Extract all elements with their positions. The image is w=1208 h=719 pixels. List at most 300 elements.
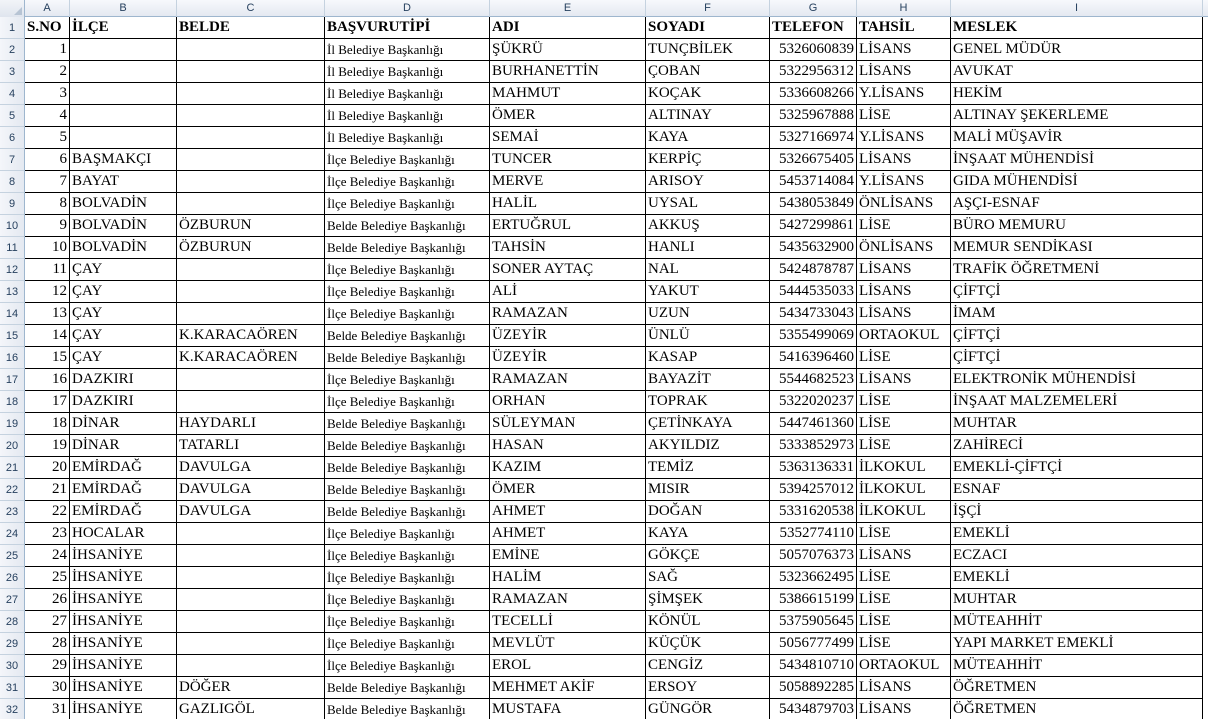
cell-basvurutipi[interactable]: Belde Belediye Başkanlığı: [325, 457, 490, 479]
cell-tahsil[interactable]: İLKOKUL: [857, 501, 951, 523]
cell-adi[interactable]: HALİM: [490, 567, 646, 589]
cell-ilce[interactable]: [70, 39, 177, 61]
row-header[interactable]: 28: [0, 611, 25, 633]
cell-basvurutipi[interactable]: Belde Belediye Başkanlığı: [325, 237, 490, 259]
cell-belde[interactable]: GAZLIGÖL: [177, 699, 325, 719]
cell-telefon[interactable]: 5386615199: [770, 589, 857, 611]
cell-basvurutipi[interactable]: Belde Belediye Başkanlığı: [325, 325, 490, 347]
cell-soyadi[interactable]: ÜNLÜ: [646, 325, 770, 347]
cell-meslek[interactable]: İŞÇİ: [951, 501, 1203, 523]
row-header[interactable]: 11: [0, 237, 25, 259]
cell-sno[interactable]: 20: [25, 457, 70, 479]
cell-ilce[interactable]: ÇAY: [70, 325, 177, 347]
cell-ilce[interactable]: EMİRDAĞ: [70, 457, 177, 479]
cell-belde[interactable]: [177, 171, 325, 193]
cell-ilce[interactable]: İHSANİYE: [70, 699, 177, 719]
cell-telefon[interactable]: 5355499069: [770, 325, 857, 347]
cell-basvurutipi[interactable]: İl Belediye Başkanlığı: [325, 83, 490, 105]
cell-meslek[interactable]: ÖĞRETMEN: [951, 699, 1203, 719]
cell-ilce[interactable]: HOCALAR: [70, 523, 177, 545]
row-header[interactable]: 14: [0, 303, 25, 325]
cell-sno[interactable]: 21: [25, 479, 70, 501]
cell-ilce[interactable]: İHSANİYE: [70, 545, 177, 567]
cell-belde[interactable]: DAVULGA: [177, 457, 325, 479]
cell-tahsil[interactable]: ORTAOKUL: [857, 325, 951, 347]
cell-ilce[interactable]: BOLVADİN: [70, 215, 177, 237]
cell-ilce[interactable]: EMİRDAĞ: [70, 501, 177, 523]
cell-ilce[interactable]: İHSANİYE: [70, 633, 177, 655]
cell-ilce[interactable]: [70, 61, 177, 83]
cell-basvurutipi[interactable]: Belde Belediye Başkanlığı: [325, 347, 490, 369]
row-header[interactable]: 18: [0, 391, 25, 413]
cell-sno[interactable]: 19: [25, 435, 70, 457]
cell-telefon[interactable]: 5434879703: [770, 699, 857, 719]
row-header[interactable]: 23: [0, 501, 25, 523]
cell-tahsil[interactable]: LİSE: [857, 435, 951, 457]
cell-adi[interactable]: ÖMER: [490, 105, 646, 127]
cell-meslek[interactable]: EMEKLİ: [951, 567, 1203, 589]
cell-adi[interactable]: SÜLEYMAN: [490, 413, 646, 435]
row-header[interactable]: 30: [0, 655, 25, 677]
cell-tahsil[interactable]: İLKOKUL: [857, 457, 951, 479]
cell-meslek[interactable]: EMEKLİ-ÇİFTÇİ: [951, 457, 1203, 479]
row-header[interactable]: 25: [0, 545, 25, 567]
row-header[interactable]: 32: [0, 699, 25, 719]
cell-meslek[interactable]: ZAHİRECİ: [951, 435, 1203, 457]
cell-ilce[interactable]: BOLVADİN: [70, 237, 177, 259]
cell-soyadi[interactable]: KASAP: [646, 347, 770, 369]
row-header[interactable]: 16: [0, 347, 25, 369]
cell-telefon[interactable]: 5333852973: [770, 435, 857, 457]
cell-adi[interactable]: ALİ: [490, 281, 646, 303]
cell-basvurutipi[interactable]: İlçe Belediye Başkanlığı: [325, 633, 490, 655]
row-header[interactable]: 13: [0, 281, 25, 303]
cell-adi[interactable]: ŞÜKRÜ: [490, 39, 646, 61]
cell-sno[interactable]: 5: [25, 127, 70, 149]
cell-tahsil[interactable]: LİSANS: [857, 39, 951, 61]
cell-tahsil[interactable]: LİSE: [857, 105, 951, 127]
cell-telefon[interactable]: 5331620538: [770, 501, 857, 523]
cell-basvurutipi[interactable]: Belde Belediye Başkanlığı: [325, 479, 490, 501]
cell-basvurutipi[interactable]: İlçe Belediye Başkanlığı: [325, 303, 490, 325]
cell-adi[interactable]: MEVLÜT: [490, 633, 646, 655]
cell-meslek[interactable]: ECZACI: [951, 545, 1203, 567]
cell-meslek[interactable]: ÖĞRETMEN: [951, 677, 1203, 699]
cell-soyadi[interactable]: AKYILDIZ: [646, 435, 770, 457]
cell-adi[interactable]: MUSTAFA: [490, 699, 646, 719]
cell-telefon[interactable]: 5327166974: [770, 127, 857, 149]
row-header[interactable]: 20: [0, 435, 25, 457]
cell-belde[interactable]: [177, 655, 325, 677]
cell-basvurutipi[interactable]: İlçe Belediye Başkanlığı: [325, 149, 490, 171]
cell-soyadi[interactable]: ÇOBAN: [646, 61, 770, 83]
cell-adi[interactable]: HALİL: [490, 193, 646, 215]
cell-soyadi[interactable]: ERSOY: [646, 677, 770, 699]
column-header-e[interactable]: E: [490, 0, 646, 17]
cell-basvurutipi[interactable]: İlçe Belediye Başkanlığı: [325, 193, 490, 215]
header-cell-basvurutipi[interactable]: BAŞVURUTİPİ: [325, 17, 490, 39]
cell-tahsil[interactable]: ÖNLİSANS: [857, 193, 951, 215]
cell-meslek[interactable]: AVUKAT: [951, 61, 1203, 83]
column-header-c[interactable]: C: [177, 0, 325, 17]
cell-telefon[interactable]: 5447461360: [770, 413, 857, 435]
row-header[interactable]: 6: [0, 127, 25, 149]
row-header[interactable]: 2: [0, 39, 25, 61]
cell-telefon[interactable]: 5435632900: [770, 237, 857, 259]
row-header[interactable]: 15: [0, 325, 25, 347]
cell-basvurutipi[interactable]: İlçe Belediye Başkanlığı: [325, 655, 490, 677]
row-header[interactable]: 9: [0, 193, 25, 215]
cell-basvurutipi[interactable]: İlçe Belediye Başkanlığı: [325, 259, 490, 281]
cell-meslek[interactable]: MUHTAR: [951, 589, 1203, 611]
cell-sno[interactable]: 30: [25, 677, 70, 699]
cell-tahsil[interactable]: LİSE: [857, 391, 951, 413]
cell-meslek[interactable]: MÜTEAHHİT: [951, 655, 1203, 677]
cell-soyadi[interactable]: TOPRAK: [646, 391, 770, 413]
cell-tahsil[interactable]: LİSE: [857, 347, 951, 369]
cell-belde[interactable]: DAVULGA: [177, 501, 325, 523]
cell-sno[interactable]: 10: [25, 237, 70, 259]
row-header[interactable]: 22: [0, 479, 25, 501]
cell-adi[interactable]: MERVE: [490, 171, 646, 193]
column-header-i[interactable]: I: [951, 0, 1203, 17]
column-header-b[interactable]: B: [70, 0, 177, 17]
row-header[interactable]: 24: [0, 523, 25, 545]
cell-belde[interactable]: [177, 589, 325, 611]
cell-adi[interactable]: AHMET: [490, 501, 646, 523]
cell-telefon[interactable]: 5326675405: [770, 149, 857, 171]
cell-soyadi[interactable]: ARISOY: [646, 171, 770, 193]
cell-adi[interactable]: EMİNE: [490, 545, 646, 567]
cell-belde[interactable]: [177, 633, 325, 655]
cell-meslek[interactable]: ELEKTRONİK MÜHENDİSİ: [951, 369, 1203, 391]
header-cell-belde[interactable]: BELDE: [177, 17, 325, 39]
cell-meslek[interactable]: BÜRO MEMURU: [951, 215, 1203, 237]
cell-telefon[interactable]: 5375905645: [770, 611, 857, 633]
cell-telefon[interactable]: 5352774110: [770, 523, 857, 545]
cell-basvurutipi[interactable]: İlçe Belediye Başkanlığı: [325, 391, 490, 413]
row-header[interactable]: 29: [0, 633, 25, 655]
cell-sno[interactable]: 8: [25, 193, 70, 215]
cell-tahsil[interactable]: LİSANS: [857, 281, 951, 303]
cell-basvurutipi[interactable]: Belde Belediye Başkanlığı: [325, 435, 490, 457]
cell-meslek[interactable]: ÇİFTÇİ: [951, 325, 1203, 347]
cell-belde[interactable]: DAVULGA: [177, 479, 325, 501]
row-header[interactable]: 26: [0, 567, 25, 589]
cell-sno[interactable]: 4: [25, 105, 70, 127]
cell-adi[interactable]: RAMAZAN: [490, 369, 646, 391]
cell-belde[interactable]: [177, 391, 325, 413]
header-cell-adi[interactable]: ADI: [490, 17, 646, 39]
cell-ilce[interactable]: İHSANİYE: [70, 611, 177, 633]
cell-soyadi[interactable]: MISIR: [646, 479, 770, 501]
cell-meslek[interactable]: MUHTAR: [951, 413, 1203, 435]
cell-meslek[interactable]: MALİ MÜŞAVİR: [951, 127, 1203, 149]
cell-ilce[interactable]: ÇAY: [70, 259, 177, 281]
cell-sno[interactable]: 11: [25, 259, 70, 281]
header-cell-ilce[interactable]: İLÇE: [70, 17, 177, 39]
cell-belde[interactable]: TATARLI: [177, 435, 325, 457]
cell-basvurutipi[interactable]: İl Belediye Başkanlığı: [325, 127, 490, 149]
cell-belde[interactable]: [177, 369, 325, 391]
cell-belde[interactable]: [177, 281, 325, 303]
cell-belde[interactable]: [177, 61, 325, 83]
cell-basvurutipi[interactable]: İlçe Belediye Başkanlığı: [325, 523, 490, 545]
cell-tahsil[interactable]: LİSANS: [857, 303, 951, 325]
cell-soyadi[interactable]: YAKUT: [646, 281, 770, 303]
cell-sno[interactable]: 22: [25, 501, 70, 523]
cell-sno[interactable]: 26: [25, 589, 70, 611]
row-header[interactable]: 8: [0, 171, 25, 193]
cell-tahsil[interactable]: İLKOKUL: [857, 479, 951, 501]
cell-ilce[interactable]: [70, 105, 177, 127]
cell-basvurutipi[interactable]: Belde Belediye Başkanlığı: [325, 413, 490, 435]
header-cell-meslek[interactable]: MESLEK: [951, 17, 1203, 39]
cell-ilce[interactable]: DAZKIRI: [70, 391, 177, 413]
cell-telefon[interactable]: 5058892285: [770, 677, 857, 699]
cell-adi[interactable]: SEMAİ: [490, 127, 646, 149]
cell-soyadi[interactable]: UYSAL: [646, 193, 770, 215]
cell-sno[interactable]: 7: [25, 171, 70, 193]
cell-telefon[interactable]: 5326060839: [770, 39, 857, 61]
cell-adi[interactable]: BURHANETTİN: [490, 61, 646, 83]
cell-ilce[interactable]: DİNAR: [70, 413, 177, 435]
cell-soyadi[interactable]: DOĞAN: [646, 501, 770, 523]
cell-belde[interactable]: [177, 193, 325, 215]
cell-basvurutipi[interactable]: İlçe Belediye Başkanlığı: [325, 171, 490, 193]
cell-tahsil[interactable]: Y.LİSANS: [857, 83, 951, 105]
cell-sno[interactable]: 12: [25, 281, 70, 303]
cell-belde[interactable]: [177, 105, 325, 127]
cell-adi[interactable]: SONER AYTAÇ: [490, 259, 646, 281]
cell-telefon[interactable]: 5424878787: [770, 259, 857, 281]
cell-telefon[interactable]: 5322020237: [770, 391, 857, 413]
cell-meslek[interactable]: MEMUR SENDİKASI: [951, 237, 1203, 259]
cell-belde[interactable]: HAYDARLI: [177, 413, 325, 435]
cell-adi[interactable]: RAMAZAN: [490, 303, 646, 325]
cell-telefon[interactable]: 5427299861: [770, 215, 857, 237]
cell-ilce[interactable]: İHSANİYE: [70, 567, 177, 589]
column-header-f[interactable]: F: [646, 0, 770, 17]
cell-meslek[interactable]: İNŞAAT MÜHENDİSİ: [951, 149, 1203, 171]
cell-soyadi[interactable]: SAĞ: [646, 567, 770, 589]
row-header[interactable]: 7: [0, 149, 25, 171]
cell-soyadi[interactable]: CENGİZ: [646, 655, 770, 677]
cell-ilce[interactable]: İHSANİYE: [70, 677, 177, 699]
cell-telefon[interactable]: 5363136331: [770, 457, 857, 479]
cell-tahsil[interactable]: LİSANS: [857, 149, 951, 171]
cell-meslek[interactable]: HEKİM: [951, 83, 1203, 105]
cell-meslek[interactable]: AŞÇI-ESNAF: [951, 193, 1203, 215]
cell-meslek[interactable]: ALTINAY ŞEKERLEME: [951, 105, 1203, 127]
cell-belde[interactable]: ÖZBURUN: [177, 237, 325, 259]
cell-tahsil[interactable]: LİSANS: [857, 369, 951, 391]
cell-soyadi[interactable]: NAL: [646, 259, 770, 281]
cell-tahsil[interactable]: LİSANS: [857, 699, 951, 719]
cell-ilce[interactable]: BAYAT: [70, 171, 177, 193]
cell-soyadi[interactable]: KOÇAK: [646, 83, 770, 105]
cell-telefon[interactable]: 5394257012: [770, 479, 857, 501]
cell-basvurutipi[interactable]: İlçe Belediye Başkanlığı: [325, 545, 490, 567]
cell-tahsil[interactable]: LİSANS: [857, 545, 951, 567]
cell-telefon[interactable]: 5057076373: [770, 545, 857, 567]
cell-adi[interactable]: ÖMER: [490, 479, 646, 501]
cell-soyadi[interactable]: TUNÇBİLEK: [646, 39, 770, 61]
row-header[interactable]: 3: [0, 61, 25, 83]
cell-soyadi[interactable]: ÇETİNKAYA: [646, 413, 770, 435]
cell-tahsil[interactable]: Y.LİSANS: [857, 127, 951, 149]
cell-telefon[interactable]: 5322956312: [770, 61, 857, 83]
cell-sno[interactable]: 15: [25, 347, 70, 369]
cell-tahsil[interactable]: LİSE: [857, 633, 951, 655]
cell-ilce[interactable]: [70, 83, 177, 105]
cell-belde[interactable]: [177, 545, 325, 567]
column-header-g[interactable]: G: [770, 0, 857, 17]
row-header[interactable]: 5: [0, 105, 25, 127]
cell-soyadi[interactable]: KERPİÇ: [646, 149, 770, 171]
cell-tahsil[interactable]: LİSE: [857, 215, 951, 237]
cell-sno[interactable]: 23: [25, 523, 70, 545]
cell-meslek[interactable]: ÇİFTÇİ: [951, 347, 1203, 369]
cell-adi[interactable]: AHMET: [490, 523, 646, 545]
cell-meslek[interactable]: ÇİFTÇİ: [951, 281, 1203, 303]
row-header[interactable]: 17: [0, 369, 25, 391]
cell-basvurutipi[interactable]: Belde Belediye Başkanlığı: [325, 699, 490, 719]
cell-tahsil[interactable]: LİSANS: [857, 677, 951, 699]
cell-basvurutipi[interactable]: İl Belediye Başkanlığı: [325, 105, 490, 127]
cell-tahsil[interactable]: ÖNLİSANS: [857, 237, 951, 259]
cell-ilce[interactable]: İHSANİYE: [70, 655, 177, 677]
cell-telefon[interactable]: 5434810710: [770, 655, 857, 677]
cell-ilce[interactable]: DAZKIRI: [70, 369, 177, 391]
cell-sno[interactable]: 25: [25, 567, 70, 589]
cell-belde[interactable]: K.KARACAÖREN: [177, 325, 325, 347]
cell-telefon[interactable]: 5434733043: [770, 303, 857, 325]
cell-adi[interactable]: MAHMUT: [490, 83, 646, 105]
cell-ilce[interactable]: İHSANİYE: [70, 589, 177, 611]
cell-tahsil[interactable]: LİSE: [857, 523, 951, 545]
cell-soyadi[interactable]: UZUN: [646, 303, 770, 325]
cell-soyadi[interactable]: BAYAZİT: [646, 369, 770, 391]
cell-ilce[interactable]: EMİRDAĞ: [70, 479, 177, 501]
row-header[interactable]: 1: [0, 17, 25, 39]
header-cell-tahsil[interactable]: TAHSİL: [857, 17, 951, 39]
cell-belde[interactable]: K.KARACAÖREN: [177, 347, 325, 369]
cell-ilce[interactable]: ÇAY: [70, 347, 177, 369]
cell-ilce[interactable]: BOLVADİN: [70, 193, 177, 215]
cell-belde[interactable]: [177, 259, 325, 281]
cell-meslek[interactable]: İMAM: [951, 303, 1203, 325]
cell-telefon[interactable]: 5444535033: [770, 281, 857, 303]
cell-adi[interactable]: HASAN: [490, 435, 646, 457]
cell-meslek[interactable]: YAPI MARKET EMEKLİ: [951, 633, 1203, 655]
cell-sno[interactable]: 29: [25, 655, 70, 677]
cell-soyadi[interactable]: KAYA: [646, 127, 770, 149]
column-header-d[interactable]: D: [325, 0, 490, 17]
row-header[interactable]: 10: [0, 215, 25, 237]
cell-telefon[interactable]: 5453714084: [770, 171, 857, 193]
cell-belde[interactable]: [177, 567, 325, 589]
cell-meslek[interactable]: İNŞAAT MALZEMELERİ: [951, 391, 1203, 413]
cell-meslek[interactable]: GENEL MÜDÜR: [951, 39, 1203, 61]
cell-adi[interactable]: KAZIM: [490, 457, 646, 479]
cell-basvurutipi[interactable]: İlçe Belediye Başkanlığı: [325, 369, 490, 391]
cell-sno[interactable]: 2: [25, 61, 70, 83]
cell-belde[interactable]: [177, 39, 325, 61]
cell-belde[interactable]: DÖĞER: [177, 677, 325, 699]
cell-telefon[interactable]: 5438053849: [770, 193, 857, 215]
select-all-button[interactable]: [0, 0, 25, 17]
cell-ilce[interactable]: DİNAR: [70, 435, 177, 457]
cell-soyadi[interactable]: TEMİZ: [646, 457, 770, 479]
row-header[interactable]: 4: [0, 83, 25, 105]
cell-tahsil[interactable]: LİSE: [857, 413, 951, 435]
cell-basvurutipi[interactable]: İlçe Belediye Başkanlığı: [325, 611, 490, 633]
cell-meslek[interactable]: ESNAF: [951, 479, 1203, 501]
cell-meslek[interactable]: GIDA MÜHENDİSİ: [951, 171, 1203, 193]
cell-adi[interactable]: TAHSİN: [490, 237, 646, 259]
cell-telefon[interactable]: 5544682523: [770, 369, 857, 391]
cell-sno[interactable]: 13: [25, 303, 70, 325]
cell-sno[interactable]: 14: [25, 325, 70, 347]
cell-soyadi[interactable]: ALTINAY: [646, 105, 770, 127]
cell-basvurutipi[interactable]: İlçe Belediye Başkanlığı: [325, 589, 490, 611]
cell-telefon[interactable]: 5325967888: [770, 105, 857, 127]
cell-sno[interactable]: 17: [25, 391, 70, 413]
cell-tahsil[interactable]: LİSE: [857, 611, 951, 633]
header-cell-soyadi[interactable]: SOYADI: [646, 17, 770, 39]
cell-soyadi[interactable]: GÜNGÖR: [646, 699, 770, 719]
cell-tahsil[interactable]: LİSE: [857, 567, 951, 589]
row-header[interactable]: 12: [0, 259, 25, 281]
cell-basvurutipi[interactable]: Belde Belediye Başkanlığı: [325, 215, 490, 237]
cell-ilce[interactable]: ÇAY: [70, 281, 177, 303]
cell-ilce[interactable]: ÇAY: [70, 303, 177, 325]
cell-meslek[interactable]: TRAFİK ÖĞRETMENİ: [951, 259, 1203, 281]
cell-telefon[interactable]: 5323662495: [770, 567, 857, 589]
cell-basvurutipi[interactable]: İlçe Belediye Başkanlığı: [325, 567, 490, 589]
cell-basvurutipi[interactable]: Belde Belediye Başkanlığı: [325, 501, 490, 523]
cell-sno[interactable]: 16: [25, 369, 70, 391]
cell-adi[interactable]: ÜZEYİR: [490, 347, 646, 369]
cell-basvurutipi[interactable]: İlçe Belediye Başkanlığı: [325, 281, 490, 303]
cell-tahsil[interactable]: LİSANS: [857, 61, 951, 83]
cell-ilce[interactable]: BAŞMAKÇI: [70, 149, 177, 171]
cell-tahsil[interactable]: LİSANS: [857, 259, 951, 281]
row-header[interactable]: 27: [0, 589, 25, 611]
cell-belde[interactable]: [177, 611, 325, 633]
cell-sno[interactable]: 27: [25, 611, 70, 633]
cell-adi[interactable]: MEHMET AKİF: [490, 677, 646, 699]
cell-sno[interactable]: 6: [25, 149, 70, 171]
row-header[interactable]: 31: [0, 677, 25, 699]
cell-adi[interactable]: RAMAZAN: [490, 589, 646, 611]
cell-adi[interactable]: ÜZEYİR: [490, 325, 646, 347]
cell-soyadi[interactable]: KÖNÜL: [646, 611, 770, 633]
cell-belde[interactable]: ÖZBURUN: [177, 215, 325, 237]
cell-adi[interactable]: TECELLİ: [490, 611, 646, 633]
cell-soyadi[interactable]: ŞİMŞEK: [646, 589, 770, 611]
cell-adi[interactable]: EROL: [490, 655, 646, 677]
cell-sno[interactable]: 1: [25, 39, 70, 61]
cell-belde[interactable]: [177, 127, 325, 149]
cell-sno[interactable]: 28: [25, 633, 70, 655]
cell-sno[interactable]: 3: [25, 83, 70, 105]
cell-belde[interactable]: [177, 523, 325, 545]
header-cell-telefon[interactable]: TELEFON: [770, 17, 857, 39]
cell-basvurutipi[interactable]: İl Belediye Başkanlığı: [325, 61, 490, 83]
cell-telefon[interactable]: 5336608266: [770, 83, 857, 105]
